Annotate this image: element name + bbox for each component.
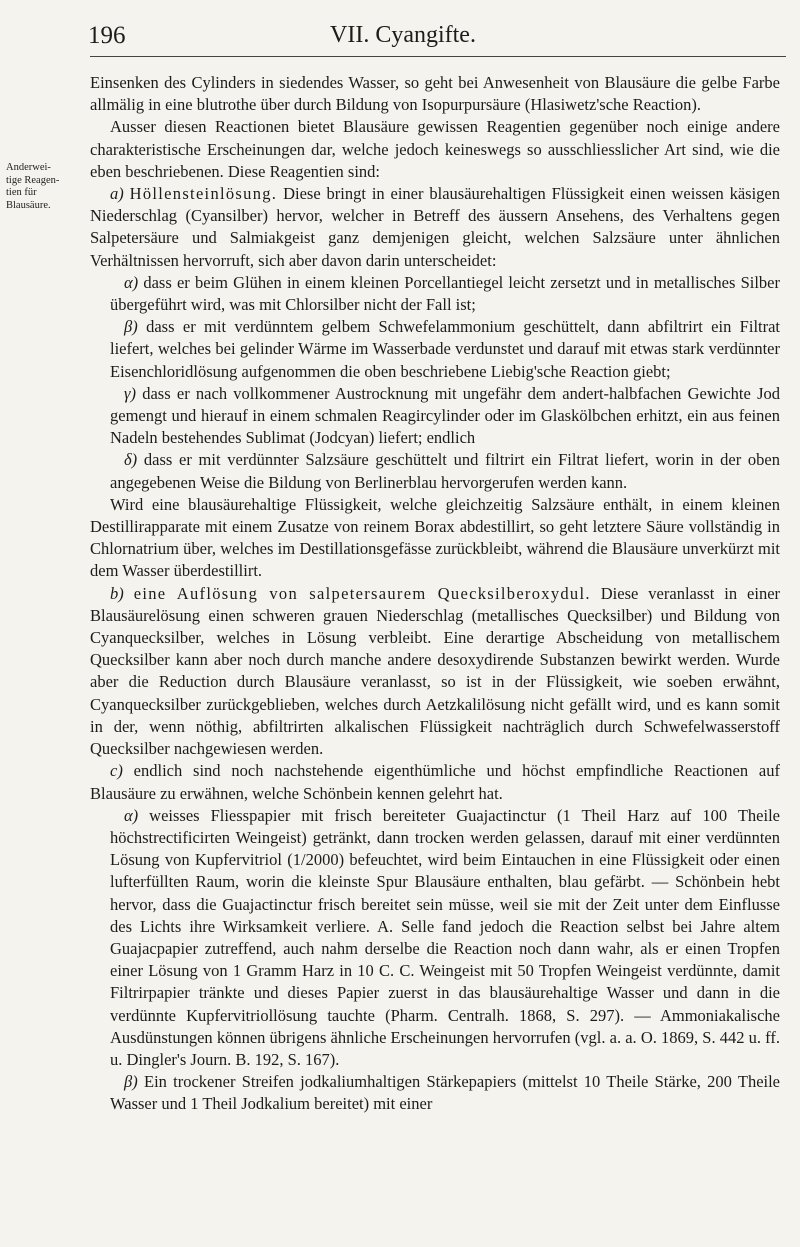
sub-item [90,449,780,493]
item-label: δ) [124,450,138,470]
paragraph-text: Ein trockener Streifen jodkaliumhaltigen Stärkepapiers (mittelst 10 Theile Stärke, 200 Theile Wasser und 1 Theil Jodkalium bereitet) mit einer [110,1072,781,1114]
paragraph-text: Ausser diesen Reactionen bietet Blausäure gewissen Reagentien gegenüber noch einige andere charakteristische Erscheinungen dar, welche jedoch keineswegs so ausschliesslicher Art sind, wie die eben beschriebenen. Diese Reagentien sind: [90,117,780,181]
sub-item [90,316,780,383]
reagent-b-paragraph [90,583,780,761]
item-label: a) [110,184,124,204]
paragraph-text: Einsenken des Cylinders in siedendes Wasser, so geht bei Anwesenheit von Blausäure die gelbe Farbe allmälig in eine blutrothe über durch Bildung von Isopurpursäure (Hlasiwetz'sche Reaction). [90,73,780,115]
page-header [88,22,788,52]
paragraph-text: dass er nach vollkommener Austrocknung mit ungefähr dem andert-halbfachen Gewichte Jod gemengt und hierauf in einem schmalen Reagircylinder oder im Glaskölbchen erhitzt, ein aus feinen Nadeln bestehendes Sublimat (Jodcyan) liefert; endlich [110,383,780,448]
running-head: VII. Cyangifte. [330,22,476,48]
reagent-a-paragraph [90,183,780,272]
item-label: γ) [124,383,136,403]
item-label: α) [124,272,139,292]
margin-note-line: tien für [6,187,37,198]
paragraph [90,494,780,583]
paragraph-text: dass er mit verdünntem gelbem Schwefelammonium geschüttelt, dann abfiltrirt ein Filtrat liefert, welches bei gelinder Wärme im Wasserbade verdunstet und darauf mit etwas stark verdünnter Eisenchloridlösung aufgenommen die oben beschriebene Liebig'sche Reaction giebt; [110,317,781,381]
paragraph-text: Diese veranlasst in einer Blausäurelösung einen schweren grauen Niederschlag (metallisches Quecksilber) und Bildung von Cyanquecksilber, welches in Lösung verbleibt. Eine derartige Abscheidung von metallischem Quecksilber kann aber noch durch manche andere desoxydirende Substanzen bewirkt werden. Wurde aber die Reduction durch Blausäure veranlasst, so ist in der Flüssigkeit, wie soeben erwähnt, Cyanquecksilber zurückgeblieben, welches durch Aetzkalilösung nicht gefällt wird, und es kann somit in der, wenn nöthig, abfiltrirten alkalischen Flüssigkeit nachträglich durch Schwefelwasserstoff Quecksilber nachgewiesen werden. [90,583,781,759]
sub-item [90,1071,780,1115]
paragraph-text: Diese bringt in einer blausäurehaltigen Flüssigkeit einen weissen käsigen Niederschlag (Cyansilber) hervor, welcher in Betreff des äussern Ansehens, des Verhaltens gegen Salpetersäure und Salmiakgeist ganz demjenigen gleicht, welchen Salzsäure unter ähnlichen Verhältnissen hervorruft, sich aber davon darin unterscheidet: [90,184,781,270]
header-rule [90,56,786,57]
margin-note-line: Anderwei- [6,162,51,173]
margin-note [6,162,86,212]
reagent-c-paragraph [90,760,780,804]
sub-item [90,272,780,316]
paragraph [90,72,780,116]
item-label: β) [124,1072,138,1092]
paragraph-text: Wird eine blausäurehaltige Flüssigkeit, welche gleichzeitig Salzsäure enthält, in einem kleinen Destillirapparate mit einem Zusatze von reinem Borax abdestillirt, so geht letztere Säure vollständig in Chlornatrium über, welches im Destillationsgefässe zurückbleibt, während die Blausäure unverkürzt mit dem Wasser überdestillirt. [90,494,780,581]
item-label: c) [110,761,123,781]
sub-item [90,383,780,450]
paragraph-text: endlich sind noch nachstehende eigenthümliche und höchst empfindliche Reactionen auf Blausäure zu erwähnen, welche Schönbein kennen gelehrt hat. [90,761,780,803]
item-label: b) [110,583,124,603]
paragraph-text: dass er beim Glühen in einem kleinen Porcellantiegel leicht zersetzt und in metallisches Silber übergeführt wird, was mit Chlorsilber nicht der Fall ist; [110,272,780,315]
paragraph [90,116,780,183]
body-text [90,72,780,1116]
reagent-name: Höllensteinlösung. [129,184,278,204]
margin-note-line: Blausäure. [6,199,51,211]
item-label: α) [124,805,139,825]
paragraph-text: dass er mit verdünnter Salzsäure geschüttelt und filtrirt ein Filtrat liefert, worin in der oben angegebenen Weise die Bildung von Berlinerblau hervorgerufen werden kann. [110,450,780,492]
sub-item [90,805,780,1071]
margin-note-line: tige Reagen- [6,174,60,186]
paragraph-text: weisses Fliesspapier mit frisch bereiteter Guajactinctur (1 Theil Harz auf 100 Theile höchstrectificirten Weingeist) getränkt, dann trocken werden gelassen, darauf mit einer verdünnten Lösung von Kupfervitriol (1/2000) befeuchtet, wird beim Eintauchen in eine Flüssigkeit oder einen lufterfüllten Raum, worin die kleinste Spur Blausäure enthalten, blau gefärbt. — Schönbein hebt hervor, dass die Guajactinctur frisch bereitet sein müsse, weil sie mit der Zeit unter dem Einflusse des Lichts ihre Wirksamkeit verliere. A. Selle fand jedoch die Reaction selbst bei Jahre altem Guajacpapier zutreffend, auch nahm derselbe die Reaction noch dann wahr, als er einen Tropfen einer Lösung von 1 Gramm Harz in 10 C. C. Weingeist mit 50 Tropfen Weingeist verdünnte, damit Filtrirpapier tränkte und dieses Papier zuerst in das blausäurehaltige Wasser und dann in die verdünnte Kupfervitriollösung tauchte (Pharm. Centralh. 1868, S. 297). — Ammoniakalische Ausdünstungen können übrigens ähnliche Erscheinungen hervorrufen (vgl. a. a. O. 1869, S. 442 u. ff. u. Dingler's Journ. B. 192, S. 167). [110,805,780,1069]
reagent-name: eine Auflösung von salpetersaurem Quecksilberoxydul. [133,583,591,603]
page-number: 196 [88,22,126,49]
item-label: β) [124,317,138,337]
